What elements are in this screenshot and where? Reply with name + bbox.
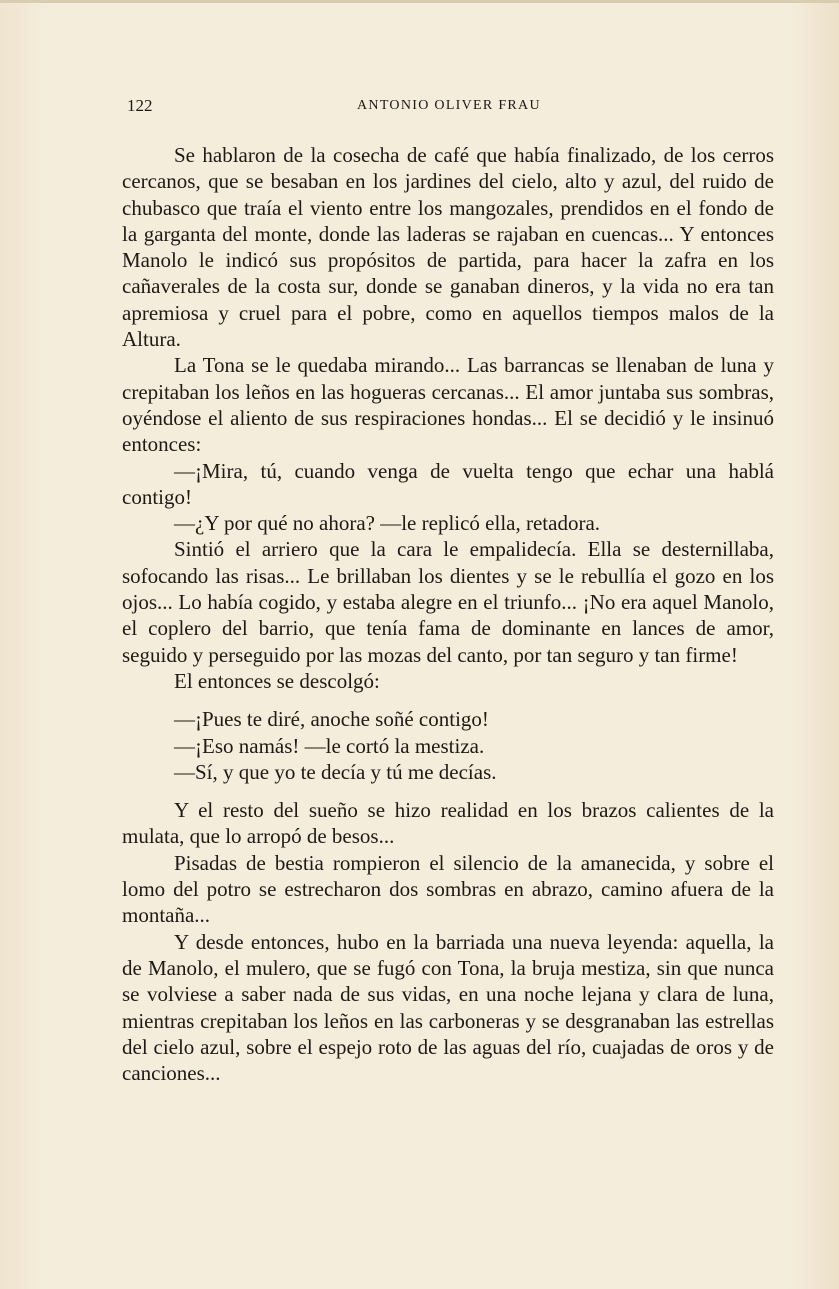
paragraph: Y desde entonces, hubo en la barriada una nueva leyenda: aquella, la de Manolo, el mulero, que se fugó con Tona, la bruja mestiza, sin que nunca se volviese a saber nada de sus vidas, en una noche lejana y clara de luna, mientras crepitaban los leños en las carboneras y se desgranaban las estrellas del cielo azul, sobre el espejo roto de las aguas del río, cuajadas de oros y de canciones...: [122, 929, 774, 1086]
dialogue-line: —¡Pues te diré, anoche soñé contigo!: [174, 707, 489, 732]
dialogue-line: —¡Eso namás! —le cortó la mestiza.: [174, 733, 485, 758]
paragraph: El entonces se descolgó:: [174, 668, 380, 693]
dialogue-line: —¡Mira, tú, cuando venga de vuelta tengo que echar una hablá contigo!: [122, 458, 774, 509]
paragraph: Y el resto del sueño se hizo realidad en los brazos calientes de la mulata, que lo arropó de besos...: [122, 798, 774, 849]
body-text: [122, 142, 774, 1086]
paragraph: Se hablaron de la cosecha de café que había finalizado, de los cerros cercanos, que se besaban en los jardines del cielo, alto y azul, del ruido de chubasco que traía el viento entre los mangozales, prendidos en el fondo de la garganta del monte, donde las laderas se rajaban en cuencas... Y entonces Manolo le indicó sus propósitos de partida, para hacer la zafra en los cañaverales de la costa sur, donde se ganaban dineros, y la vida no era tan apremiosa y cruel para el pobre, como en aquellos tiempos malos de la Altura.: [122, 143, 774, 352]
page-edge: [0, 0, 839, 3]
page-number: 122: [127, 96, 153, 115]
paragraph: Sintió el arriero que la cara le empalidecía. Ella se desternillaba, sofocando las risas... Le brillaban los dientes y se le rebullía el gozo en los ojos... Lo había cogido, y estaba alegre en el triunfo... ¡No era aquel Manolo, el coplero del barrio, que tenía fama de dominante en lances de amor, seguido y perseguido por las mozas del canto, por tan seguro y tan firme!: [122, 537, 774, 667]
running-head: ANTONIO OLIVER FRAU: [357, 98, 541, 113]
page-header: [127, 96, 777, 118]
paragraph: Pisadas de bestia rompieron el silencio de la amanecida, y sobre el lomo del potro se estrecharon dos sombras en abrazo, camino afuera de la montaña...: [122, 850, 774, 928]
dialogue-line: —¿Y por qué no ahora? —le replicó ella, retadora.: [174, 511, 601, 536]
dialogue-line: —Sí, y que yo te decía y tú me decías.: [174, 759, 497, 784]
paragraph: La Tona se le quedaba mirando... Las barrancas se llenaban de luna y crepitaban los leños en las hogueras cercanas... El amor juntaba sus sombras, oyéndose el aliento de sus respiraciones hondas... El se decidió y le insinuó entonces:: [122, 353, 774, 457]
